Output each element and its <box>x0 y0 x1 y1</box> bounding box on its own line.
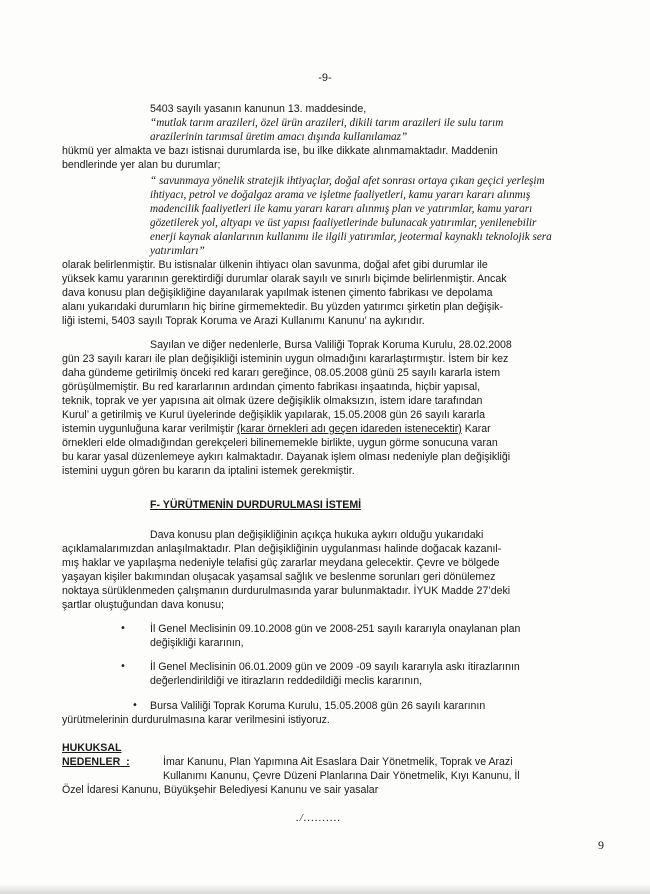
para2-line: dava konusu plan değişikliğine dayanılarak yapılmak istenen çimento fabrikası ve depolama <box>62 287 493 299</box>
para2-line: liği istemi, 5403 sayılı Toprak Koruma ve Arazi Kullanımı Kanunu’ na aykırıdır. <box>62 315 425 327</box>
bullet-line: İl Genel Meclisinin 06.01.2009 gün ve 2009 -09 sayılı kararıyla askı itirazlarının <box>150 661 520 673</box>
law-intro: 5403 sayılı yasanın kanunun 13. maddesinde, <box>150 103 367 115</box>
para3-line: görüşülmemiştir. Bu red kararlarının ardından çimento fabrikası inşaatında, hiçbir yapısal, <box>62 381 481 393</box>
bullet-line: Bursa Valiliği Toprak Koruma Kurulu, 15.05.2008 gün 26 sayılı kararının <box>150 700 486 712</box>
quote2-line: yatırımları” <box>150 245 205 257</box>
para3-text: istemin uygunluğuna karar verilmiştir <box>62 423 234 435</box>
para4-line: Dava konusu plan değişikliğinin açıkça hukuka aykırı olduğu yukarıdaki <box>150 529 484 541</box>
bullet-icon: • <box>120 661 126 672</box>
para4-line: yaşayan kişiler bakımından oluşacak yaşamsal sağlık ve beslenme sorunları geri dönülemez <box>62 571 496 583</box>
legal-heading: HUKUKSAL <box>62 742 122 754</box>
bullet-line: İl Genel Meclisinin 09.10.2008 gün ve 2008-251 sayılı kararıyla onaylanan plan <box>150 623 521 635</box>
bullet-line: değerlendirildiği ve itirazların reddedildiği meclis kararının, <box>150 675 423 687</box>
bullet-tail: yürütmelerinin durdurulmasına karar verilmesini istiyoruz. <box>62 714 330 726</box>
para1-line: bendlerinde yer alan bu durumlar; <box>62 159 221 171</box>
para2-line: alanı yukarıdaki durumların hiç birine girmemektedir. Bu yüzden yatırımcı şirketin plan değişik- <box>62 301 504 313</box>
quote1-line: “mutlak tarım arazileri, özel ürün arazileri, dikili tarım arazileri ile sulu tarım <box>150 117 504 129</box>
para2-line: yüksek kamu yararının gerektirdiği durumlar olarak sayılı ve sınırlı biçimde belirlenmiştir. Ancak <box>62 273 507 285</box>
para3-line: Sayılan ve diğer nedenlerle, Bursa Valiliği Toprak Koruma Kurulu, 28.02.2008 <box>150 339 512 351</box>
continuation-mark: ./.......... <box>296 812 342 824</box>
para3-underlined-note: (karar örnekleri adı geçen idareden istenecektir) <box>236 423 462 435</box>
bullet-line: değişikliği kararının, <box>150 637 244 649</box>
scan-edge <box>0 884 650 894</box>
para3-line: daha gündeme getirilmiş önceki red kararı gereğince, 08.05.2008 günü 25 sayılı kararla istem <box>62 367 501 379</box>
legal-text-line: Özel İdaresi Kanunu, Büyükşehir Belediyesi Kanunu ve sair yasalar <box>62 784 379 796</box>
para3-line <box>62 422 491 436</box>
quote2-line: enerji kaynak alanlarının kullanımı ile ilgili yatırımlar, jeotermal kaynaklı teknolojik sera <box>150 231 552 243</box>
para3-line: gün 23 sayılı kararı ile plan değişikliği isteminin uygun olmadığını kararlaştırmıştır. İstem bir kez <box>62 353 509 365</box>
section-title: F- YÜRÜTMENİN DURDURULMASI İSTEMİ <box>150 499 362 511</box>
para4-line: açıklamalarımızdan anlaşılmaktadır. Plan değişikliğinin uygulanması halinde doğacak kazanıl- <box>62 543 502 555</box>
bullet-icon: • <box>132 700 138 711</box>
para4-line: şartlar oluştuğundan dava konusu; <box>62 599 224 611</box>
para3-line: örnekleri elde olmadığından gerekçeleri bilinememekle birlikte, uygun görme sonucuna varan <box>62 437 498 449</box>
quote2-line: gözetilerek yol, altyapı ve üst yapısı faaliyetlerinde bulunacak yatırımlar, yenilenebilir <box>150 217 537 229</box>
legal-text-line: Kullanımı Kanunu, Çevre Düzeni Planlarına Dair Yönetmelik, Kıyı Kanunu, İl <box>163 770 520 782</box>
para1-line: hükmü yer almakta ve bazı istisnai durumlarda ise, bu ilke dikkate alınmamaktadır. Maddenin <box>62 145 498 157</box>
quote2-line: “ savunmaya yönelik stratejik ihtiyaçlar, doğal afet sonrası ortaya çıkan geçici yerleşim <box>150 175 545 187</box>
bullet-icon: • <box>120 623 126 634</box>
legal-heading: NEDENLER : <box>62 756 130 768</box>
para4-line: mış haklar ve yapılaşma nedeniyle telafisi güç zararlar meydana gelecektir. Çevre ve bölgede <box>62 557 500 569</box>
para2-line: olarak belirlenmiştir. Bu istisnalar ülkenin ihtiyacı olan savunma, doğal afet gibi durumlar ile <box>62 259 488 271</box>
para3-text: Karar <box>464 423 491 435</box>
para3-line: Kurul’ a getirilmiş ve Kurul üyelerinde değişiklik yapılarak, 15.05.2008 gün 26 sayılı kararla <box>62 409 485 421</box>
para4-line: noktaya sürüklenmeden çalışmanın durdurulmasında yarar bulunmaktadır. İYUK Madde 27’deki <box>62 585 511 597</box>
para3-line: bu karar yasal düzenlemeye aykırı kalmaktadır. Dayanak işlem olması nedeniyle plan değişikliği <box>62 451 511 463</box>
legal-text-line: İmar Kanunu, Plan Yapımına Ait Esaslara Dair Yönetmelik, Toprak ve Arazi <box>163 756 513 768</box>
quote1-line: arazilerinin tarımsal üretim amacı dışında kullanılamaz” <box>150 131 408 143</box>
quote2-line: madencilik faaliyetleri ile kamu yararı kararı alınmış plan ve yatırımlar, kamu yararı <box>150 203 533 215</box>
quote2-line: ihtiyacı, petrol ve doğalgaz arama ve işletme faaliyetleri, kamu yararı kararı alınmış <box>150 189 531 201</box>
page-footer-number: 9 <box>598 838 604 852</box>
page-header-number: -9- <box>318 72 332 84</box>
para3-line: istemini uygun gören bu kararın da iptalini istemek gerekmiştir. <box>62 465 355 477</box>
para3-line: teknik, toprak ve yer yapısına ait olmak üzere değişiklik olmaksızın, istem idare tarafından <box>62 395 483 407</box>
